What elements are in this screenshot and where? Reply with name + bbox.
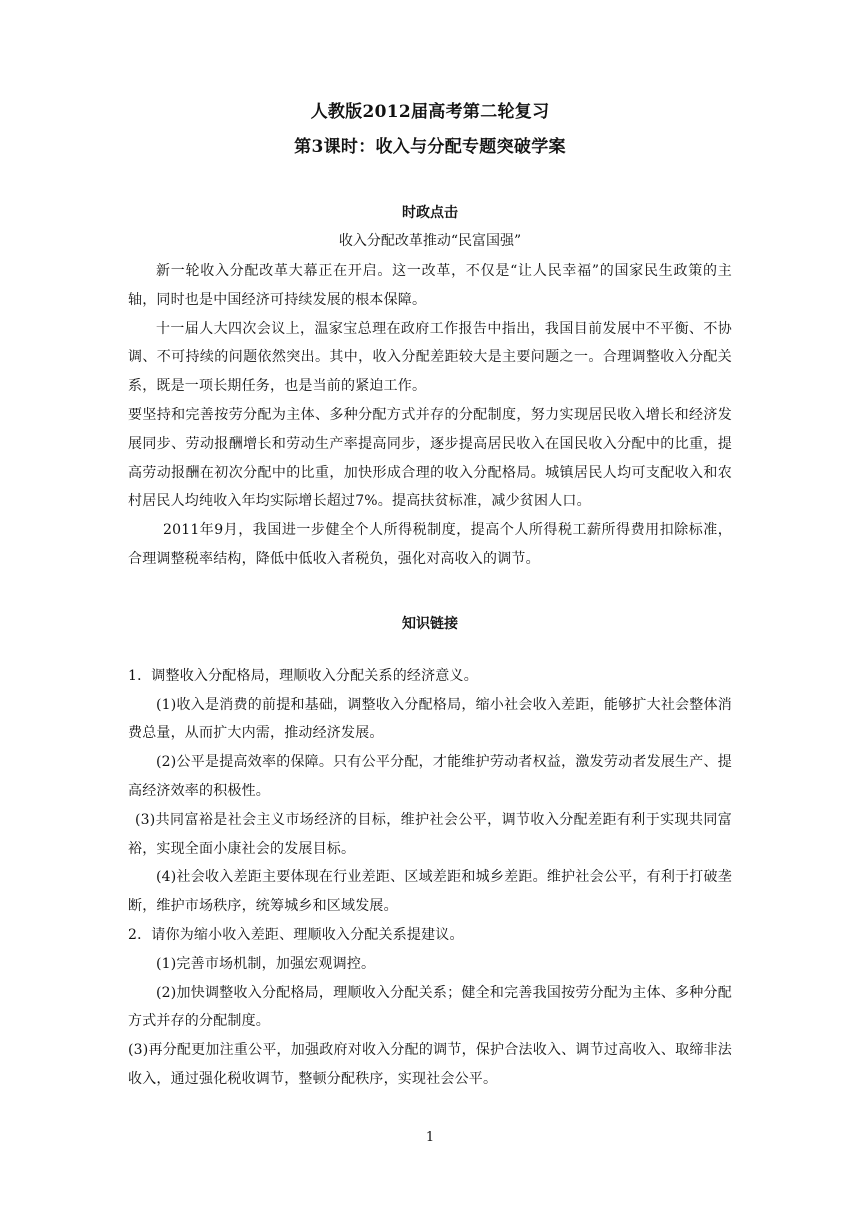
- knowledge-item-1-point-4: (4)社会收入差距主要体现在行业差距、区域差距和城乡差距。维护社会公平，有利于打破垄断，维护市场秩序，统筹城乡和区域发展。: [128, 869, 732, 915]
- news-paragraph-2: 十一届人大四次会议上，温家宝总理在政府工作报告中指出，我国目前发展中不平衡、不协调、不可持续的问题依然突出。其中，收入分配差距较大是主要问题之一。合理调整收入分配关系，既是一项长期任务，也是当前的紧迫工作。: [128, 320, 732, 395]
- document-subtitle: 第3课时：收入与分配专题突破学案: [294, 137, 566, 157]
- knowledge-item-1-point-2: (2)公平是提高效率的保障。只有公平分配，才能维护劳动者权益，激发劳动者发展生产、提高经济效率的积极性。: [128, 754, 732, 799]
- page-number: 1: [425, 1130, 435, 1145]
- news-headline: 收入分配改革推动“民富国强”: [338, 233, 522, 249]
- knowledge-item-1-point-1: (1)收入是消费的前提和基础，调整收入分配格局，缩小社会收入差距，能够扩大社会整体消费总量，从而扩大内需，推动经济发展。: [128, 696, 732, 742]
- news-paragraph-1: 新一轮收入分配改革大幕正在开启。这一改革，不仅是“让人民幸福”的国家民生政策的主轴，同时也是中国经济可持续发展的根本保障。: [128, 263, 732, 308]
- page-content: [128, 100, 732, 1094]
- knowledge-item-2-point-1: (1)完善市场机制，加强宏观调控。: [156, 955, 376, 972]
- knowledge-item-2-heading: 2．请你为缩小收入差距、理顺收入分配关系提建议。: [128, 926, 464, 943]
- news-paragraph-4: 2011年9月，我国进一步健全个人所得税制度，提高个人所得税工薪所得费用扣除标准，合理调整税率结构，降低中低收入者税负，强化对高收入的调节。: [128, 522, 732, 567]
- knowledge-item-1-heading: 1．调整收入分配格局，理顺收入分配关系的经济意义。: [128, 667, 478, 684]
- knowledge-item-2-point-2: (2)加快调整收入分配格局，理顺收入分配关系；健全和完善我国按劳分配为主体、多种分配方式并存的分配制度。: [128, 984, 732, 1030]
- news-paragraph-3: 要坚持和完善按劳分配为主体、多种分配方式并存的分配制度，努力实现居民收入增长和经济发展同步、劳动报酬增长和劳动生产率提高同步，逐步提高居民收入在国民收入分配中的比重，提高劳动报酬在初次分配中的比重，加快形成合理的收入分配格局。城镇居民人均可支配收入和农村居民人均纯收入年均实际增长超过7%。提高扶贫标准，减少贫困人口。: [128, 406, 732, 510]
- document-title: 人教版2012届高考第二轮复习: [310, 102, 550, 122]
- section-heading-knowledge: 知识链接: [402, 615, 458, 632]
- section-heading-news: 时政点击: [402, 205, 458, 221]
- knowledge-item-1-point-3: (3)共同富裕是社会主义市场经济的目标，维护社会公平，调节收入分配差距有利于实现共同富裕，实现全面小康社会的发展目标。: [128, 811, 732, 857]
- knowledge-item-2-point-3: (3)再分配更加注重公平，加强政府对收入分配的调节，保护合法收入、调节过高收入、取缔非法收入，通过强化税收调节，整顿分配秩序，实现社会公平。: [128, 1042, 732, 1087]
